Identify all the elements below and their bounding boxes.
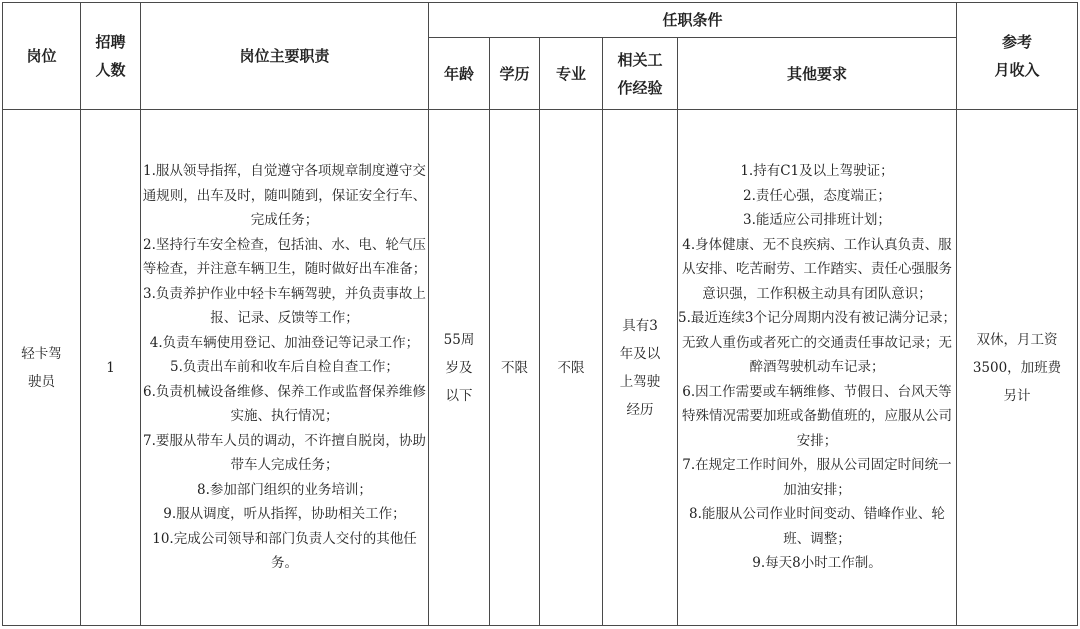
cell-position: 轻卡驾 驶员 — [3, 110, 81, 626]
cell-headcount: 1 — [81, 110, 141, 626]
table-row — [3, 110, 1078, 626]
header-requirements: 任职条件 — [429, 3, 957, 38]
cell-duties: 1.服从领导指挥，自觉遵守各项规章制度遵守交通规则，出车及时，随叫随到，保证安全行车、完成任务； 2.坚持行车安全检查，包括油、水、电、轮气压等检查，并注意车辆卫生，随时做好出车准备； 3.负责养护作业中轻卡车辆驾驶，并负责事故上报、记录、反馈等工作； 4.负责车辆使用登记、加油登记等记录工作； 5.负责出车前和收车后自检自查工作； 6.负责机械设备维修、保养工作或监督保养维修实施、执行情况； 7.要服从带车人员的调动，不许擅自脱岗，协助带车人完成任务； 8.参加部门组织的业务培训； 9.服从调度，听从指挥，协助相关工作； 10.完成公司领导和部门负责人交付的其他任务。 — [141, 110, 429, 626]
header-salary: 参考 月收入 — [957, 3, 1078, 110]
cell-experience: 具有3 年及以 上驾驶 经历 — [603, 110, 678, 626]
header-education: 学历 — [490, 38, 540, 110]
cell-salary: 双休，月工资 3500，加班费 另计 — [957, 110, 1078, 626]
cell-major: 不限 — [540, 110, 603, 626]
recruitment-table — [2, 2, 1078, 626]
cell-education: 不限 — [490, 110, 540, 626]
header-major: 专业 — [540, 38, 603, 110]
cell-other-requirements: 1.持有C1及以上驾驶证； 2.责任心强，态度端正； 3.能适应公司排班计划； 4.身体健康、无不良疾病、工作认真负责、服从安排、吃苦耐劳、工作踏实、责任心强服务意识强，工作积极主动具有团队意识； 5.最近连续3个记分周期内没有被记满分记录；无致人重伤或者死亡的交通责任事故记录；无醉酒驾驶机动车记录； 6.因工作需要或车辆维修、节假日、台风天等特殊情况需要加班或备勤值班的，应服从公司安排； 7.在规定工作时间外，服从公司固定时间统一加油安排； 8.能服从公司作业时间变动、错峰作业、轮班、调整； 9.每天8小时工作制。 — [678, 110, 957, 626]
header-headcount: 招聘 人数 — [81, 3, 141, 110]
header-experience: 相关工 作经验 — [603, 38, 678, 110]
header-position: 岗位 — [3, 3, 81, 110]
cell-age: 55周 岁及 以下 — [429, 110, 490, 626]
header-other-requirements: 其他要求 — [678, 38, 957, 110]
header-duties: 岗位主要职责 — [141, 3, 429, 110]
header-age: 年龄 — [429, 38, 490, 110]
